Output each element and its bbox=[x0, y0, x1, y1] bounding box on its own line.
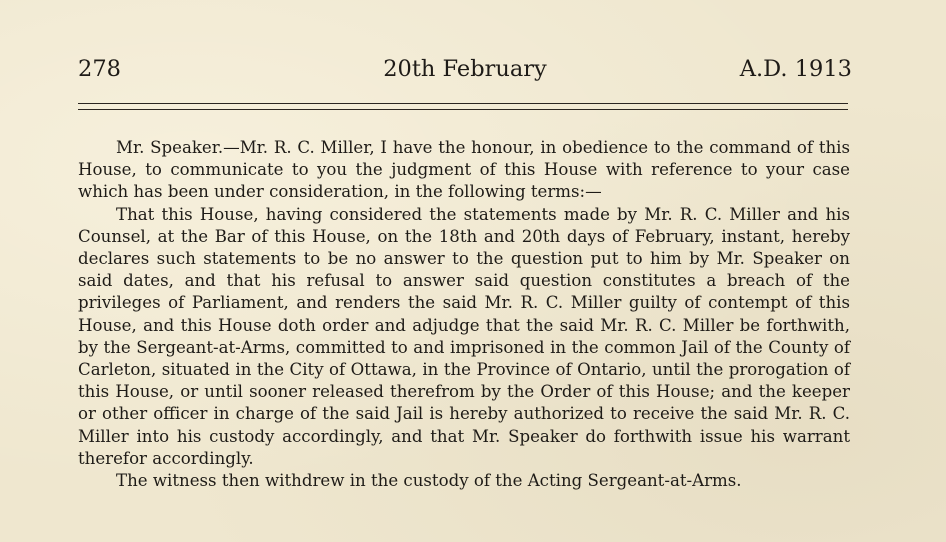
paragraph-resolution: That this House, having considered the statements made by Mr. R. C. Miller and his Counsel, at the Bar of this House, on the 18th and 20th days of February, instant, hereby declares such statements to be no answer to the question put to him by Mr. Speaker on said dates, and that his refusal to answer said question constitutes a breach of the privileges of Parliament, and renders the said Mr. R. C. Miller guilty of contempt of this House, and this House doth order and adjudge that the said Mr. R. C. Miller be forthwith, by the Sergeant-at-Arms, committed to and imprisoned in the common Jail of the County of Carleton, situated in the City of Ottawa, in the Province of Ontario, until the prorogation of this House, or until sooner released therefrom by the Order of this House; and the keeper or other officer in charge of the said Jail is hereby authorized to receive the said Mr. R. C. Miller into his custody accordingly, and that Mr. Speaker do forthwith issue his warrant therefor accordingly. bbox=[78, 204, 850, 468]
paragraph-speaker-address: Mr. Speaker.—Mr. R. C. Miller, I have the honour, in obedience to the command of this House, to communicate to you the judgment of this House with reference to your case which has been under consideration, in the following terms:— bbox=[78, 138, 850, 202]
header-year: A.D. 1913 bbox=[739, 56, 852, 82]
header-rule-bottom bbox=[78, 109, 848, 110]
body-text bbox=[78, 137, 850, 492]
header-date: 20th February bbox=[383, 56, 547, 82]
header-rule-top bbox=[78, 103, 848, 104]
page-header bbox=[78, 56, 852, 88]
page-number: 278 bbox=[78, 56, 121, 82]
paragraph-witness-withdrew: The witness then withdrew in the custody of the Acting Sergeant-at-Arms. bbox=[116, 471, 742, 491]
